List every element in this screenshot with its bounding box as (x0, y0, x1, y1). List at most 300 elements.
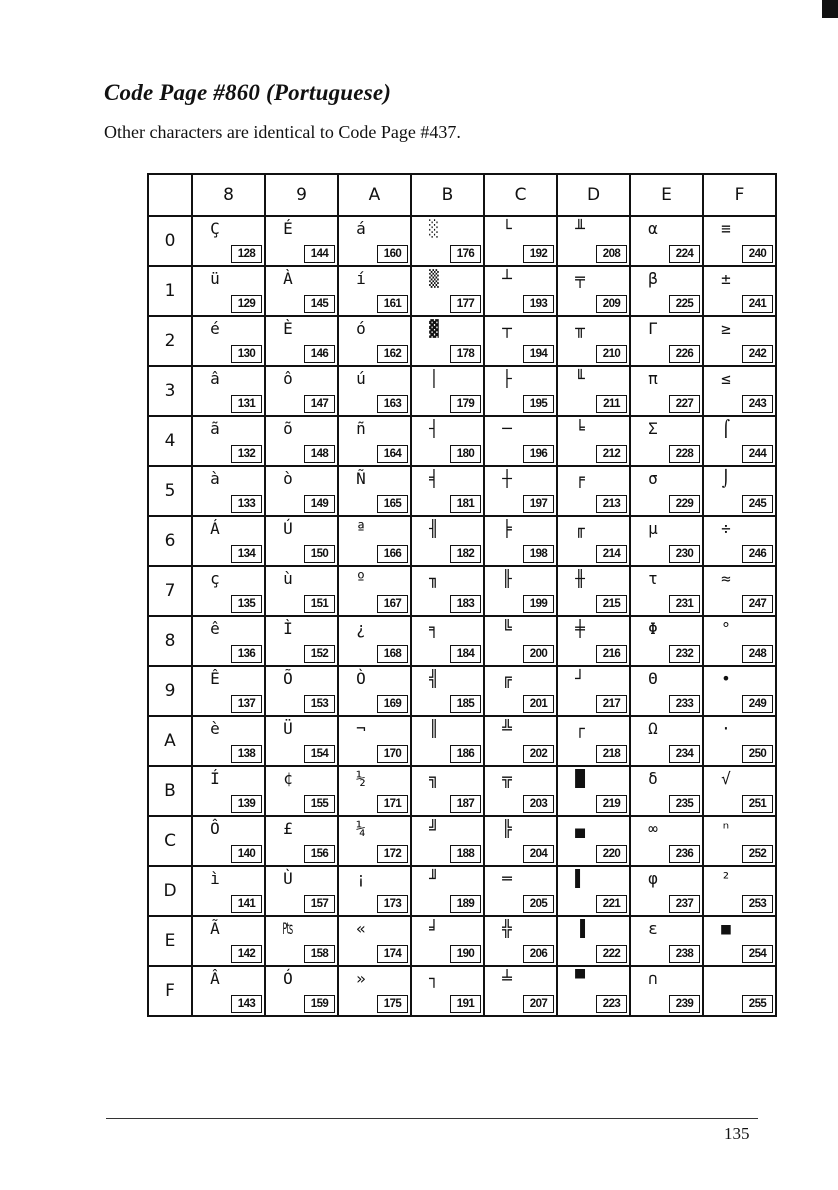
table-corner-cell (148, 174, 192, 216)
char-glyph: ã (210, 419, 220, 438)
char-code-box: 144 (304, 245, 335, 263)
char-code-box: 169 (377, 695, 408, 713)
char-glyph: Ç (210, 219, 220, 238)
char-code-box: 162 (377, 345, 408, 363)
char-glyph: õ (283, 419, 293, 438)
char-cell (630, 366, 703, 416)
char-code-box: 147 (304, 395, 335, 413)
char-cell (630, 916, 703, 966)
char-cell (192, 266, 265, 316)
char-glyph: ╬ (502, 919, 512, 938)
row-header: 6 (148, 516, 192, 566)
char-glyph: ┘ (575, 669, 585, 688)
char-code-box: 178 (450, 345, 481, 363)
char-code-box: 227 (669, 395, 700, 413)
char-glyph: Θ (648, 669, 658, 688)
char-cell (338, 566, 411, 616)
char-cell (192, 766, 265, 816)
char-glyph: ⌡ (721, 469, 731, 488)
page-subtitle: Other characters are identical to Code Page #437. (104, 122, 461, 142)
char-glyph: └ (502, 219, 512, 238)
char-cell (265, 516, 338, 566)
char-cell (630, 816, 703, 866)
char-code-box: 189 (450, 895, 481, 913)
char-glyph: ∞ (648, 819, 658, 838)
char-cell (703, 666, 776, 716)
char-glyph: √ (721, 769, 731, 788)
char-cell (703, 366, 776, 416)
char-cell (557, 416, 630, 466)
char-glyph: È (283, 319, 293, 338)
char-code-box: 137 (231, 695, 262, 713)
char-cell (557, 866, 630, 916)
char-cell (265, 266, 338, 316)
char-glyph: Ã (210, 919, 220, 938)
char-cell (411, 416, 484, 466)
row-header: 0 (148, 216, 192, 266)
char-code-box: 167 (377, 595, 408, 613)
column-header: E (630, 174, 703, 216)
char-cell (338, 916, 411, 966)
char-cell (265, 966, 338, 1016)
char-cell (411, 216, 484, 266)
char-code-box: 163 (377, 395, 408, 413)
char-glyph: ┬ (502, 319, 512, 338)
char-cell (265, 366, 338, 416)
char-glyph: ╗ (429, 769, 439, 788)
char-cell (411, 466, 484, 516)
char-cell (703, 916, 776, 966)
char-code-box: 154 (304, 745, 335, 763)
char-cell (192, 216, 265, 266)
char-glyph: ε (648, 919, 658, 938)
char-glyph: Ñ (356, 469, 366, 488)
char-glyph: â (210, 369, 220, 388)
char-cell (557, 366, 630, 416)
char-cell (557, 216, 630, 266)
row-header: 7 (148, 566, 192, 616)
char-code-box: 164 (377, 445, 408, 463)
row-header: 2 (148, 316, 192, 366)
table-row (148, 266, 776, 316)
char-glyph: £ (283, 819, 293, 838)
char-code-box: 158 (304, 945, 335, 963)
char-code-box: 168 (377, 645, 408, 663)
char-glyph: · (721, 719, 731, 738)
char-code-box: 218 (596, 745, 627, 763)
char-cell (265, 216, 338, 266)
char-glyph: █ (575, 769, 585, 788)
char-code-box: 240 (742, 245, 773, 263)
char-cell (484, 966, 557, 1016)
char-code-box: 191 (450, 995, 481, 1013)
char-code-box: 195 (523, 395, 554, 413)
char-code-box: 252 (742, 845, 773, 863)
char-glyph: Ó (283, 969, 293, 988)
table-row (148, 816, 776, 866)
column-header-row (148, 174, 776, 216)
char-glyph: ≡ (721, 219, 731, 238)
char-code-box: 245 (742, 495, 773, 513)
char-glyph: É (283, 219, 293, 238)
char-cell (411, 666, 484, 716)
char-code-box: 176 (450, 245, 481, 263)
char-cell (338, 816, 411, 866)
char-code-box: 182 (450, 545, 481, 563)
char-code-box: 242 (742, 345, 773, 363)
char-code-box: 207 (523, 995, 554, 1013)
char-code-box: 226 (669, 345, 700, 363)
char-code-box: 220 (596, 845, 627, 863)
char-cell (338, 666, 411, 716)
char-cell (338, 366, 411, 416)
char-cell (703, 266, 776, 316)
char-glyph: ╚ (502, 619, 512, 638)
char-code-box: 134 (231, 545, 262, 563)
table-row (148, 466, 776, 516)
table-row (148, 566, 776, 616)
char-cell (338, 716, 411, 766)
char-cell (557, 916, 630, 966)
char-cell (630, 266, 703, 316)
char-cell (484, 616, 557, 666)
char-glyph: ù (283, 569, 293, 588)
char-code-box: 244 (742, 445, 773, 463)
char-cell (265, 866, 338, 916)
char-code-box: 230 (669, 545, 700, 563)
char-cell (192, 966, 265, 1016)
char-glyph: ≥ (721, 319, 731, 338)
column-header: D (557, 174, 630, 216)
char-glyph: α (648, 219, 658, 238)
char-glyph: ¿ (356, 619, 366, 638)
char-cell (630, 316, 703, 366)
char-code-box: 212 (596, 445, 627, 463)
char-glyph: ° (721, 619, 731, 638)
char-cell (338, 416, 411, 466)
char-code-box: 216 (596, 645, 627, 663)
char-code-box: 229 (669, 495, 700, 513)
char-code-box: 184 (450, 645, 481, 663)
char-cell (265, 716, 338, 766)
char-cell (703, 416, 776, 466)
char-glyph: ╡ (429, 469, 439, 488)
char-code-box: 132 (231, 445, 262, 463)
char-cell (630, 866, 703, 916)
char-glyph: ╕ (429, 619, 439, 638)
char-cell (484, 716, 557, 766)
table-row (148, 916, 776, 966)
char-cell (192, 666, 265, 716)
char-glyph: Í (210, 769, 220, 788)
char-cell (338, 966, 411, 1016)
char-glyph: ╣ (429, 669, 439, 688)
char-glyph: ╞ (502, 519, 512, 538)
char-glyph: ╤ (575, 269, 585, 288)
char-cell (484, 516, 557, 566)
char-glyph: │ (429, 369, 439, 388)
char-glyph: Γ (648, 319, 658, 338)
char-code-box: 166 (377, 545, 408, 563)
char-cell (192, 366, 265, 416)
char-glyph: ⁿ (721, 819, 731, 838)
row-header: 5 (148, 466, 192, 516)
char-code-box: 243 (742, 395, 773, 413)
char-code-box: 203 (523, 795, 554, 813)
char-code-box: 205 (523, 895, 554, 913)
char-glyph: ò (283, 469, 293, 488)
char-cell (411, 566, 484, 616)
char-cell (630, 516, 703, 566)
char-cell (630, 216, 703, 266)
char-glyph: ║ (429, 719, 439, 738)
char-cell (411, 316, 484, 366)
char-code-box: 185 (450, 695, 481, 713)
char-glyph: ├ (502, 369, 512, 388)
table-row (148, 616, 776, 666)
char-cell (703, 616, 776, 666)
char-cell (703, 866, 776, 916)
char-glyph: π (648, 369, 658, 388)
char-code-box: 171 (377, 795, 408, 813)
char-code-box: 159 (304, 995, 335, 1013)
table-row (148, 966, 776, 1016)
char-glyph: ╖ (429, 569, 439, 588)
char-code-box: 201 (523, 695, 554, 713)
char-cell (630, 616, 703, 666)
char-cell (484, 566, 557, 616)
char-code-box: 219 (596, 795, 627, 813)
page-number: 135 (724, 1124, 750, 1143)
char-cell (484, 216, 557, 266)
char-cell (484, 666, 557, 716)
char-cell (411, 516, 484, 566)
char-code-box: 174 (377, 945, 408, 963)
table-row (148, 216, 776, 266)
char-cell (703, 716, 776, 766)
char-code-box: 231 (669, 595, 700, 613)
char-cell (338, 316, 411, 366)
char-code-box: 202 (523, 745, 554, 763)
row-header: 1 (148, 266, 192, 316)
char-glyph: ▐ (575, 919, 585, 938)
column-header: B (411, 174, 484, 216)
char-code-box: 217 (596, 695, 627, 713)
row-header: D (148, 866, 192, 916)
char-glyph: ⌠ (721, 419, 731, 438)
char-cell (338, 616, 411, 666)
char-code-box: 140 (231, 845, 262, 863)
char-glyph: ª (356, 519, 366, 538)
char-cell (557, 566, 630, 616)
char-glyph: ╦ (502, 769, 512, 788)
char-glyph: ¢ (283, 769, 293, 788)
char-cell (484, 916, 557, 966)
char-glyph: ¡ (356, 869, 366, 888)
char-cell (265, 816, 338, 866)
footer-rule (106, 1118, 758, 1119)
char-code-box: 199 (523, 595, 554, 613)
char-code-box: 224 (669, 245, 700, 263)
code-page-table (147, 173, 777, 1017)
char-code-box: 206 (523, 945, 554, 963)
row-header: 3 (148, 366, 192, 416)
char-cell (557, 716, 630, 766)
char-cell (484, 816, 557, 866)
char-glyph: ╙ (575, 369, 585, 388)
char-glyph: ▄ (575, 819, 585, 838)
char-glyph: Ì (283, 619, 293, 638)
char-cell (703, 216, 776, 266)
char-glyph: ╓ (575, 519, 585, 538)
char-glyph: ñ (356, 419, 366, 438)
char-glyph: ó (356, 319, 366, 338)
column-header: F (703, 174, 776, 216)
char-code-box: 135 (231, 595, 262, 613)
char-cell (411, 916, 484, 966)
char-code-box: 196 (523, 445, 554, 463)
char-cell (265, 616, 338, 666)
char-code-box: 129 (231, 295, 262, 313)
char-glyph: á (356, 219, 366, 238)
char-glyph: ╘ (575, 419, 585, 438)
char-glyph: ╧ (502, 969, 512, 988)
char-code-box: 160 (377, 245, 408, 263)
char-glyph: ô (283, 369, 293, 388)
char-glyph: ≤ (721, 369, 731, 388)
char-glyph: • (721, 669, 731, 688)
char-code-box: 133 (231, 495, 262, 513)
char-cell (192, 616, 265, 666)
char-glyph: ■ (721, 919, 731, 938)
char-code-box: 204 (523, 845, 554, 863)
char-glyph: Σ (648, 419, 658, 438)
table-row (148, 766, 776, 816)
char-glyph: ÷ (721, 519, 731, 538)
char-code-box: 153 (304, 695, 335, 713)
char-glyph: ▀ (575, 969, 585, 988)
char-cell (192, 866, 265, 916)
char-cell (557, 316, 630, 366)
char-glyph: À (283, 269, 293, 288)
char-glyph: ∩ (648, 969, 658, 988)
char-code-box: 190 (450, 945, 481, 963)
char-glyph: ═ (502, 869, 512, 888)
char-glyph: Ω (648, 719, 658, 738)
char-code-box: 232 (669, 645, 700, 663)
char-code-box: 142 (231, 945, 262, 963)
table-row (148, 366, 776, 416)
char-glyph: ì (210, 869, 220, 888)
char-glyph: ¼ (356, 819, 366, 838)
char-code-box: 183 (450, 595, 481, 613)
char-glyph: ▒ (429, 269, 439, 288)
char-code-box: 221 (596, 895, 627, 913)
char-code-box: 228 (669, 445, 700, 463)
char-glyph: ç (210, 569, 220, 588)
char-glyph: ± (721, 269, 731, 288)
char-glyph: ¬ (356, 719, 366, 738)
char-code-box: 136 (231, 645, 262, 663)
char-glyph: Φ (648, 619, 658, 638)
char-code-box: 188 (450, 845, 481, 863)
char-code-box: 234 (669, 745, 700, 763)
char-glyph: Ù (283, 869, 293, 888)
char-cell (338, 766, 411, 816)
char-code-box: 156 (304, 845, 335, 863)
char-glyph: ₧ (283, 919, 293, 938)
char-glyph: Õ (283, 669, 293, 688)
char-code-box: 152 (304, 645, 335, 663)
char-code-box: 246 (742, 545, 773, 563)
char-cell (338, 516, 411, 566)
char-cell (484, 766, 557, 816)
char-cell (557, 466, 630, 516)
row-header: 8 (148, 616, 192, 666)
char-code-box: 222 (596, 945, 627, 963)
char-glyph: ╢ (429, 519, 439, 538)
char-cell (630, 566, 703, 616)
table-row (148, 316, 776, 366)
row-header: F (148, 966, 192, 1016)
char-code-box: 143 (231, 995, 262, 1013)
row-header: C (148, 816, 192, 866)
char-glyph: ╔ (502, 669, 512, 688)
char-code-box: 170 (377, 745, 408, 763)
char-cell (703, 566, 776, 616)
char-glyph: Ú (283, 519, 293, 538)
char-code-box: 149 (304, 495, 335, 513)
char-cell (192, 416, 265, 466)
char-glyph: τ (648, 569, 658, 588)
char-cell (192, 316, 265, 366)
char-code-box: 236 (669, 845, 700, 863)
char-cell (557, 266, 630, 316)
char-glyph: ┴ (502, 269, 512, 288)
char-glyph: φ (648, 869, 658, 888)
row-header: 4 (148, 416, 192, 466)
char-code-box: 145 (304, 295, 335, 313)
char-glyph: Ê (210, 669, 220, 688)
char-glyph: ▌ (575, 869, 585, 888)
char-code-box: 194 (523, 345, 554, 363)
page-title: Code Page #860 (Portuguese) (104, 80, 392, 105)
char-code-box: 214 (596, 545, 627, 563)
char-glyph: « (356, 919, 366, 938)
char-glyph: Ô (210, 819, 220, 838)
char-code-box: 131 (231, 395, 262, 413)
char-code-box: 255 (742, 995, 773, 1013)
char-code-box: 146 (304, 345, 335, 363)
table-row (148, 716, 776, 766)
char-cell (265, 466, 338, 516)
table-row (148, 866, 776, 916)
char-glyph: ┐ (429, 969, 439, 988)
char-code-box: 215 (596, 595, 627, 613)
row-header: A (148, 716, 192, 766)
char-code-box: 155 (304, 795, 335, 813)
char-code-box: 161 (377, 295, 408, 313)
char-code-box: 233 (669, 695, 700, 713)
char-glyph: ╥ (575, 319, 585, 338)
char-glyph: ╩ (502, 719, 512, 738)
char-cell (411, 866, 484, 916)
char-cell (703, 466, 776, 516)
table-row (148, 416, 776, 466)
code-page-table-body (148, 216, 776, 1016)
char-code-box: 253 (742, 895, 773, 913)
char-code-box: 238 (669, 945, 700, 963)
